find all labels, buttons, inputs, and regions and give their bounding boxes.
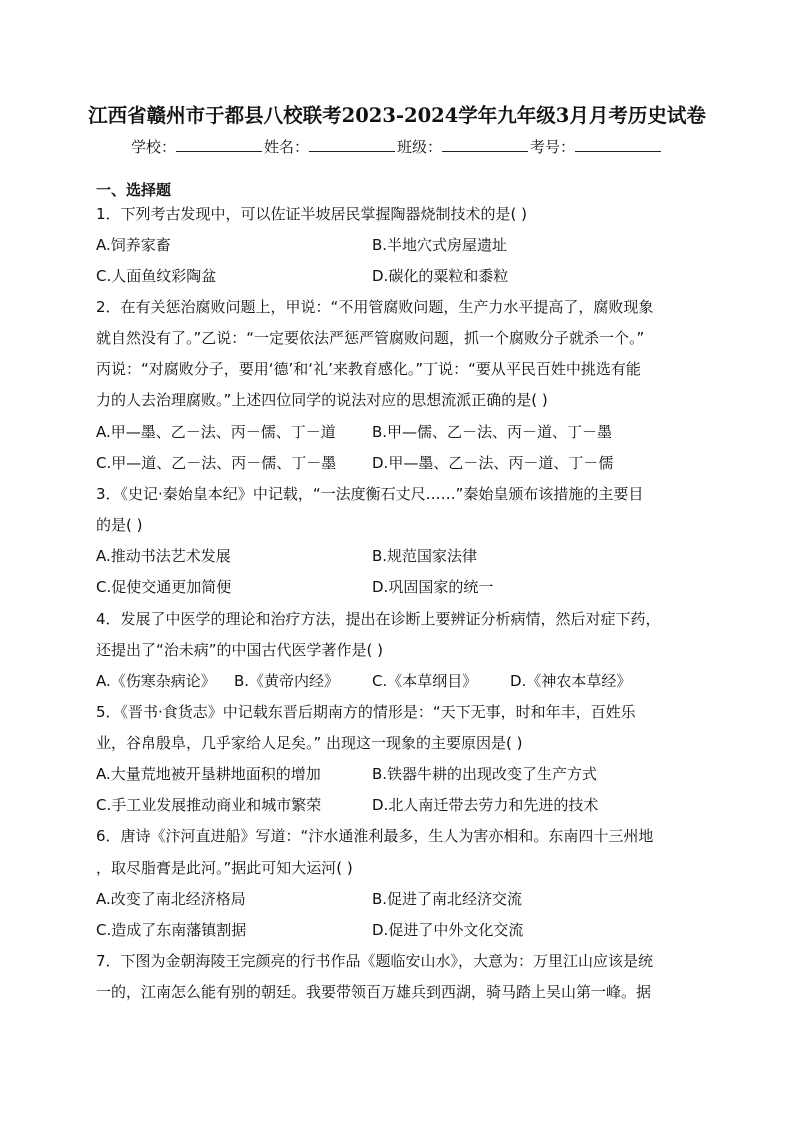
question-4-line-1: 4．发展了中医学的理论和治疗方法，提出在诊断上要辨证分析病情，然后对症下药， [96,610,661,628]
q6-option-a: A.改变了南北经济格局 [96,890,246,908]
student-info-row [0,136,794,157]
question-6-line-1: 6．唐诗《汴河直进船》写道：“汴水通淮利最多，生人为害亦相和。东南四十三州地 [96,827,654,845]
q3-option-a: A.推动书法艺术发展 [96,547,231,565]
q6-option-d: D.促进了中外文化交流 [372,921,524,939]
q1-option-c: C.人面鱼纹彩陶盆 [96,267,217,285]
q1-option-d: D.碳化的粟粒和黍粒 [372,267,509,285]
number-blank[interactable] [575,137,661,152]
q2-option-a: A.甲—墨、乙－法、丙－儒、丁－道 [96,423,336,441]
q4-option-c: C.《本草纲目》 [372,672,478,690]
q5-option-a: A.大量荒地被开垦耕地面积的增加 [96,765,321,783]
name-blank[interactable] [309,137,395,152]
q2-option-d: D.甲—墨、乙－法、丙－道、丁－儒 [372,454,614,472]
page-title: 江西省赣州市于都县八校联考2023-2024学年九年级3月月考历史试卷 [88,104,706,127]
question-2-line-2: 就自然没有了。”乙说：“一定要依法严惩严管腐败问题，抓一个腐败分子就杀一个。” [96,329,645,347]
q2-option-c: C.甲—道、乙－法、丙－儒、丁－墨 [96,454,337,472]
question-2-line-3: 丙说：“对腐败分子，要用‘德’和‘礼’来教育感化。”丁说：“要从平民百姓中挑选有能 [96,360,641,378]
q3-option-c: C.促使交通更加简便 [96,578,232,596]
q1-option-a: A.饲养家畜 [96,236,171,254]
q1-option-b: B.半地穴式房屋遗址 [372,236,508,254]
name-label: 姓名： [263,138,309,156]
question-1-stem: 1．下列考古发现中，可以佐证半坡居民掌握陶器烧制技术的是( ) [96,205,528,223]
question-6-line-2: ，取尽脂膏是此河。”据此可知大运河( ) [96,859,353,877]
question-2-line-4: 力的人去治理腐败。”上述四位同学的说法对应的思想流派正确的是( ) [96,391,548,409]
question-5-line-2: 业，谷帛殷阜，几乎家给人足矣。” 出现这一现象的主要原因是( ) [96,734,523,752]
question-4-line-2: 还提出了“治未病”的中国古代医学著作是( ) [96,641,384,659]
q5-option-c: C.手工业发展推动商业和城市繁荣 [96,796,322,814]
question-7-line-2: 一的，江南怎么能有别的朝廷。我要带领百万雄兵到西湖，骑马踏上吴山第一峰。据 [96,983,652,1001]
school-blank[interactable] [176,137,262,152]
q3-option-d: D.巩固国家的统一 [372,578,494,596]
q4-option-b: B.《黄帝内经》 [234,672,340,690]
school-label: 学校： [130,138,176,156]
number-label: 考号： [530,138,576,156]
q5-option-d: D.北人南迁带去劳力和先进的技术 [372,796,599,814]
q3-option-b: B.规范国家法律 [372,547,478,565]
class-label: 班级： [397,138,443,156]
question-7-line-1: 7．下图为金朝海陵王完颜亮的行书作品《题临安山水》，大意为：万里江山应该是统 [96,952,654,970]
question-3-line-1: 3．《史记·秦始皇本纪》中记载，“一法度衡石丈尺……”秦始皇颁布该措施的主要目 [96,485,644,503]
section-heading: 一、选择题 [96,181,172,199]
class-blank[interactable] [442,137,528,152]
question-3-line-2: 的是( ) [96,516,143,534]
question-5-line-1: 5．《晋书·食货志》中记载东晋后期南方的情形是：“天下无事，时和年丰，百姓乐 [96,703,636,721]
q2-option-b: B.甲—儒、乙－法、丙－道、丁－墨 [372,423,613,441]
q4-option-a: A.《伤寒杂病论》 [96,672,216,690]
q5-option-b: B.铁器牛耕的出现改变了生产方式 [372,765,598,783]
question-2-line-1: 2．在有关惩治腐败问题上，甲说：“不用管腐败问题，生产力水平提高了，腐败现象 [96,298,654,316]
q6-option-b: B.促进了南北经济交流 [372,890,523,908]
q6-option-c: C.造成了东南藩镇割据 [96,921,247,939]
q4-option-d: D.《神农本草经》 [510,672,632,690]
